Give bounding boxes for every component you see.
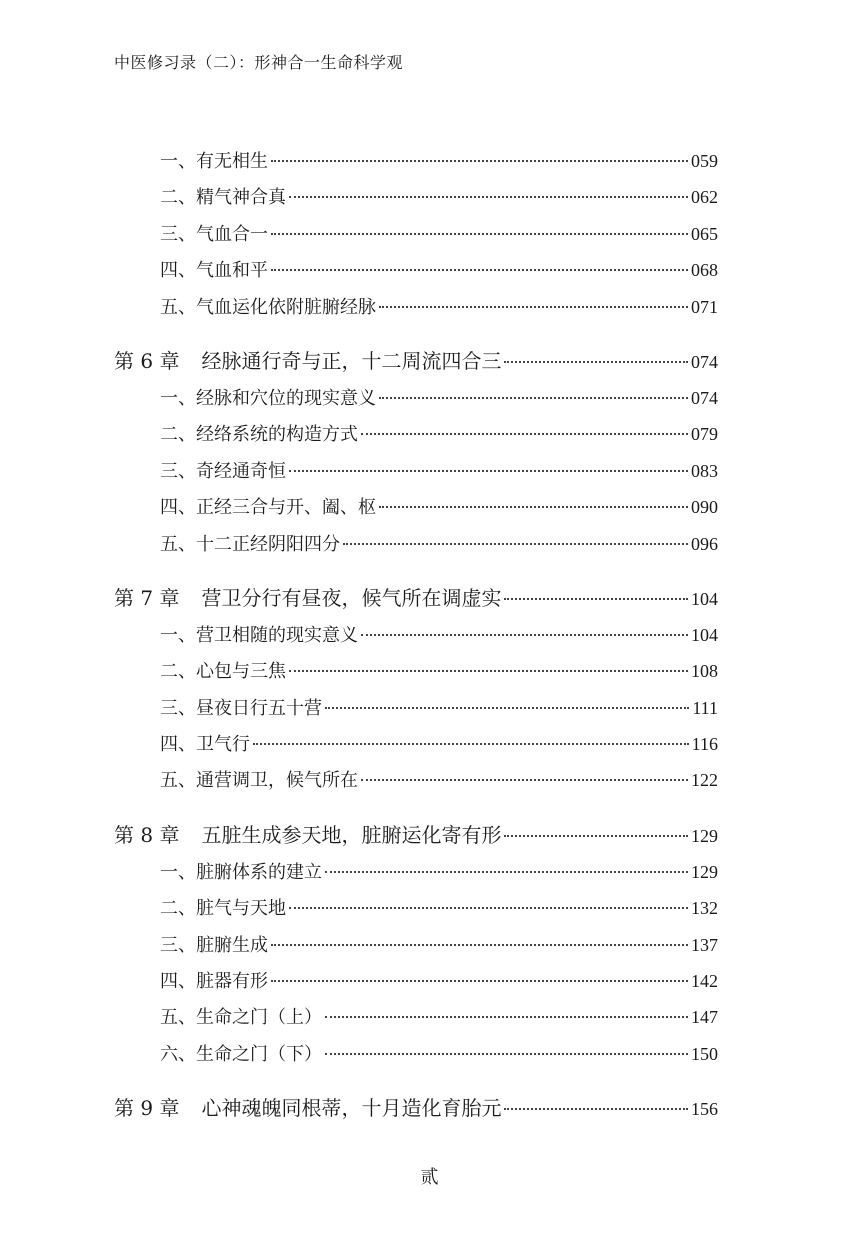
page-number: 116 xyxy=(691,734,718,755)
toc-section-entry[interactable] xyxy=(114,999,718,1035)
section-title: 二、心包与三焦 xyxy=(160,661,286,683)
chapter-title: 五脏生成参天地，脏腑运化寄有形 xyxy=(201,822,502,847)
page-number: 074 xyxy=(691,387,718,408)
page-number: 108 xyxy=(691,661,718,682)
toc-section-entry[interactable] xyxy=(114,380,718,416)
page-number: 111 xyxy=(692,697,718,718)
page-number: 068 xyxy=(691,260,718,281)
section-title: 二、精气神合真 xyxy=(160,187,286,209)
toc-chapter-entry[interactable] xyxy=(114,342,718,380)
toc-section-entry[interactable] xyxy=(114,416,718,452)
dot-leader xyxy=(325,1016,688,1018)
dot-leader xyxy=(271,160,688,162)
section-title: 四、气血和平 xyxy=(160,260,268,282)
section-title: 三、奇经通奇恒 xyxy=(160,460,286,482)
page-number: 074 xyxy=(691,351,718,372)
page-number: 065 xyxy=(691,223,718,244)
section-title: 四、正经三合与开、阖、枢 xyxy=(160,497,376,519)
chapter-number: 第 9 章 xyxy=(114,1096,180,1121)
section-title: 一、脏腑体系的建立 xyxy=(160,861,322,883)
dot-leader xyxy=(289,670,688,672)
dot-leader xyxy=(343,543,688,545)
dot-leader xyxy=(504,1108,688,1110)
section-title: 五、气血运化依附脏腑经脉 xyxy=(160,296,376,318)
chapter-title: 营卫分行有昼夜，候气所在调虚实 xyxy=(201,585,502,610)
chapter-number: 第 7 章 xyxy=(114,585,180,610)
chapter-number: 第 8 章 xyxy=(114,822,180,847)
dot-leader xyxy=(361,433,688,435)
page-number: 062 xyxy=(691,187,718,208)
section-title: 四、脏器有形 xyxy=(160,971,268,993)
toc-chapter-entry[interactable] xyxy=(114,579,718,617)
page-number: 122 xyxy=(691,770,718,791)
toc-section-entry[interactable] xyxy=(114,726,718,762)
section-title: 二、脏气与天地 xyxy=(160,898,286,920)
section-title: 一、有无相生 xyxy=(160,151,268,172)
dot-leader xyxy=(361,634,688,636)
section-title: 一、营卫相随的现实意义 xyxy=(160,624,358,646)
dot-leader xyxy=(271,233,688,235)
dot-leader xyxy=(504,598,688,600)
dot-leader xyxy=(504,835,688,837)
toc-section-entry[interactable] xyxy=(114,216,718,252)
page-number: 137 xyxy=(691,934,718,955)
dot-leader xyxy=(361,779,688,781)
toc-section-entry[interactable] xyxy=(114,179,718,215)
dot-leader xyxy=(379,397,688,399)
toc-section-entry[interactable] xyxy=(114,252,718,288)
toc-section-entry[interactable] xyxy=(114,963,718,999)
dot-leader xyxy=(325,871,688,873)
dot-leader xyxy=(271,944,688,946)
section-title: 五、通营调卫，候气所在 xyxy=(160,770,358,792)
toc-section-entry[interactable] xyxy=(114,289,718,325)
toc-section-entry[interactable] xyxy=(114,890,718,926)
dot-leader xyxy=(504,361,688,363)
toc-section-entry[interactable] xyxy=(114,453,718,489)
section-title: 三、脏腑生成 xyxy=(160,934,268,956)
toc-section-entry[interactable] xyxy=(114,143,718,179)
section-title: 三、昼夜日行五十营 xyxy=(160,697,322,719)
dot-leader xyxy=(325,707,689,709)
page-number: 104 xyxy=(691,624,718,645)
toc-section-entry[interactable] xyxy=(114,653,718,689)
dot-leader xyxy=(271,980,688,982)
page-number: 150 xyxy=(691,1043,718,1064)
section-title: 五、生命之门（上） xyxy=(160,1007,322,1029)
toc-section-entry[interactable] xyxy=(114,927,718,963)
page-number: 147 xyxy=(691,1007,718,1028)
toc-section-entry[interactable] xyxy=(114,489,718,525)
section-title: 五、十二正经阴阳四分 xyxy=(160,533,340,555)
page-number: 129 xyxy=(691,825,718,846)
section-title: 六、生命之门（下） xyxy=(160,1043,322,1065)
chapter-number: 第 6 章 xyxy=(114,348,180,373)
dot-leader xyxy=(379,306,688,308)
page-number: 071 xyxy=(691,296,718,317)
toc-section-entry[interactable] xyxy=(114,617,718,653)
dot-leader xyxy=(289,907,688,909)
page-number: 096 xyxy=(691,533,718,554)
dot-leader xyxy=(325,1053,688,1055)
table-of-contents xyxy=(114,143,718,1127)
toc-section-entry[interactable] xyxy=(114,526,718,562)
toc-section-entry[interactable] xyxy=(114,1036,718,1072)
section-title: 二、经络系统的构造方式 xyxy=(160,424,358,446)
page-number: 129 xyxy=(691,861,718,882)
chapter-title: 经脉通行奇与正，十二周流四合三 xyxy=(201,348,502,373)
dot-leader xyxy=(379,506,688,508)
page-number: 079 xyxy=(691,424,718,445)
page-number: 090 xyxy=(691,497,718,518)
page-number: 059 xyxy=(691,151,718,171)
toc-chapter-entry[interactable] xyxy=(114,1089,718,1127)
dot-leader xyxy=(289,196,688,198)
page-number: 132 xyxy=(691,898,718,919)
toc-chapter-entry[interactable] xyxy=(114,816,718,854)
page-number: 142 xyxy=(691,971,718,992)
toc-section-entry[interactable] xyxy=(114,690,718,726)
toc-section-entry[interactable] xyxy=(114,854,718,890)
page-number-footer: 贰 xyxy=(420,1167,439,1188)
page-number: 104 xyxy=(691,588,718,609)
chapter-title: 心神魂魄同根蒂，十月造化育胎元 xyxy=(201,1096,502,1121)
page-number: 156 xyxy=(691,1099,718,1120)
dot-leader xyxy=(253,743,689,745)
running-header: 中医修习录（二）：形神合一生命科学观 xyxy=(114,53,404,72)
section-title: 四、卫气行 xyxy=(160,734,250,756)
toc-section-entry[interactable] xyxy=(114,762,718,798)
section-title: 三、气血合一 xyxy=(160,223,268,245)
section-title: 一、经脉和穴位的现实意义 xyxy=(160,387,376,409)
dot-leader xyxy=(289,470,688,472)
page-number: 083 xyxy=(691,460,718,481)
dot-leader xyxy=(271,269,688,271)
